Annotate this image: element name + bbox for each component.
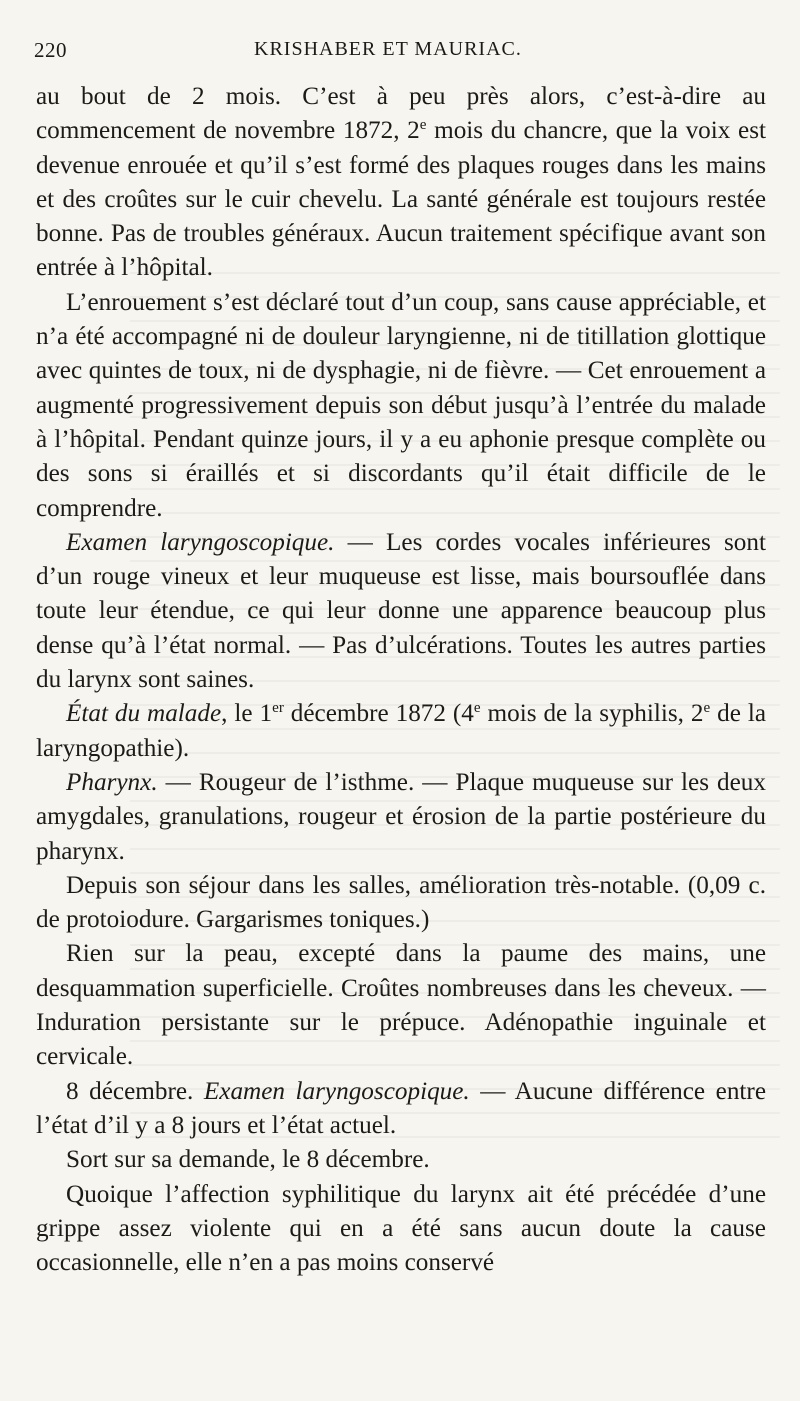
italic-heading: État du malade	[66, 700, 222, 728]
italic-heading: Examen laryngoscopique.	[203, 1077, 470, 1105]
paragraph	[36, 286, 766, 526]
italic-heading: Pharynx.	[66, 768, 158, 796]
text-run: — Rougeur de l’isthme. — Plaque muqueuse sur les deux amygdales, granulations, rougeur et érosion de la partie postérieure du pharynx.	[36, 768, 766, 865]
text-run: de la laryngopathie).	[36, 700, 766, 762]
text-run: au bout de 2 mois. C’est à peu près alors, c’est-à-dire au commencement de novembre 1872, 2	[36, 83, 766, 145]
text-run: L’enrouement s’est déclaré tout d’un coup, sans cause appréciable, et n’a été accompagné ni de douleur laryngienne, ni de titillation glottique avec quintes de toux, ni de dysphagie, ni de fièvre. — Cet enrouement a augmenté progressivement depuis son début jusqu’à l’entrée du malade à l’hôpital. Pendant quinze jours, il y a eu aphonie presque complète ou des sons si éraillés et si discordants qu’il était difficile de le comprendre.	[36, 288, 766, 522]
paragraph	[36, 869, 766, 938]
text-run: 8 décembre.	[66, 1077, 204, 1105]
body-text	[36, 80, 766, 1280]
paragraph	[36, 697, 766, 766]
paragraph	[36, 526, 766, 697]
page-number: 220	[34, 38, 67, 62]
paragraph	[36, 1178, 766, 1281]
running-header	[34, 38, 760, 66]
paragraph	[36, 1075, 766, 1144]
superscript: e	[703, 700, 711, 717]
text-run: Sort sur sa demande, le 8 décembre.	[66, 1146, 430, 1174]
superscript: e	[419, 117, 427, 134]
superscript: e	[473, 700, 481, 717]
text-run: mois de la syphilis, 2	[480, 700, 704, 728]
paragraph	[36, 766, 766, 869]
text-run: — Aucune différence entre l’état d’il y a 8 jours et l’état actuel.	[36, 1077, 766, 1139]
text-run: , le 1	[221, 700, 273, 728]
text-run: — Les cordes vocales inférieures sont d’un rouge vineux et leur muqueuse est lisse, mais boursouflée dans toute leur étendue, ce qui leur donne une apparence beaucoup plus dense qu’à l’état normal. — Pas d’ulcérations. Toutes les autres parties du larynx sont saines.	[36, 528, 766, 694]
paragraph	[36, 1143, 766, 1177]
text-run: Depuis son séjour dans les salles, amélioration très-notable. (0,09 c. de protoiodure. Gargarismes toniques.)	[36, 871, 766, 934]
paragraph	[36, 80, 766, 286]
italic-heading: Examen laryngoscopique.	[66, 528, 335, 556]
text-run: décembre 1872 (4	[283, 700, 474, 728]
text-run: Rien sur la peau, excepté dans la paume des mains, une desquammation superficielle. Croûtes nombreuses dans les cheveux. — Induration persistante sur le prépuce. Adénopathie inguinale et cervicale.	[36, 940, 766, 1071]
text-run: mois du chancre, que la voix est devenue enrouée et qu’il s’est formé des plaques rouges dans les mains et des croûtes sur le cuir chevelu. La santé générale est toujours restée bonne. Pas de troubles généraux. Aucun traitement spécifique avant son entrée à l’hôpital.	[36, 117, 766, 282]
superscript: er	[272, 700, 284, 717]
running-title: KRISHABER ET MAURIAC.	[254, 38, 522, 60]
paragraph	[36, 937, 766, 1074]
text-run: Quoique l’affection syphilitique du larynx ait été précédée d’une grippe assez violente qui en a été sans aucun doute la cause occasionnelle, elle n’en a pas moins conservé	[36, 1180, 766, 1277]
